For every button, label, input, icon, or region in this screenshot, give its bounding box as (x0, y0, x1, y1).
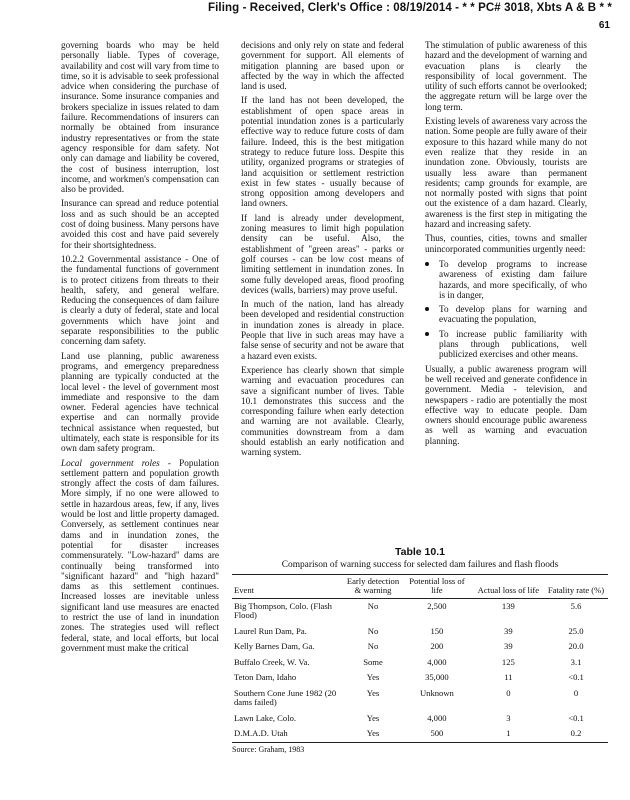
cell-fatality: 20.0 (568, 641, 584, 651)
list-item: • To develop programs to increase awareness of existing dam failure hazards, and more specifically, of who is in danger, (439, 258, 587, 300)
table-body (232, 598, 608, 742)
cell-warning: Some (363, 656, 383, 667)
header-potential: Potential loss of life (401, 574, 472, 598)
section-heading: Local government roles (61, 457, 160, 468)
table-row (232, 624, 608, 640)
cell-actual: 125 (501, 656, 515, 667)
text-column-2 (241, 40, 404, 462)
header-event: Event (232, 574, 345, 598)
cell-fatality: 5.6 (570, 600, 582, 611)
cell-event: Laurel Run Dam, Pa. (234, 625, 307, 636)
page-number: 61 (598, 20, 610, 31)
paragraph-text: - Population settlement pattern and population growth strongly affect the costs of dam failures. More simply, if no one were allowed to settle in hazardous areas, few, if any, lives would be lost and little property damaged. Conversely, as settlement continues near dams and in inundation zones, the potential for disaster increases commensurately. "Low-hazard" dams are continually being transformed into "significant hazard" and "high hazard" dams as this settlement continues. Increased losses are inevitable unless significant land use measures are enacted to restrict the use of land in inundation zones. The strategies used will reflect federal, state, and local efforts, but local government must make the critical (61, 457, 219, 653)
paragraph: Thus, counties, cities, towns and smaller unincorporated communities urgently need: (425, 233, 587, 254)
paragraph: 10.2.2 Governmental assistance - One of the fundamental functions of government is to protect citizens from threats to their health, safety, and general welfare. Reducing the consequences of dam failure is clearly a duty of federal, state and local governments which have joint and separate responsibilities to the public concerning dam safety. (61, 253, 219, 347)
table-caption: Comparison of warning success for selected dam failures and flash floods (281, 560, 559, 570)
table-source: Source: Graham, 1983 (232, 744, 305, 754)
cell-actual: 3 (506, 712, 511, 723)
table-row (232, 726, 608, 742)
cell-actual: 139 (501, 600, 515, 611)
cell-potential: 4,000 (427, 712, 447, 723)
cell-potential: Unknown (419, 687, 454, 698)
cell-warning: No (367, 625, 379, 636)
cell-warning: No (367, 641, 379, 651)
cell-warning: Yes (366, 712, 380, 723)
cell-event: Teton Dam, Idaho (234, 672, 297, 682)
paragraph: Existing levels of awareness vary across the nation. Some people are fully aware of their exposure to this hazard while many do not even realize that they reside in an inundation zone. Obviously, tourists are usually less aware than permanent residents; camp grounds for example, are not normally posted with signs that point out the existence of a dam hazard. Clearly, awareness is the first step in mitigating the hazard and increasing safety. (425, 116, 587, 230)
cell-potential: 500 (401, 726, 472, 742)
text-column-1 (61, 40, 219, 657)
cell-warning: Yes (366, 687, 380, 698)
cell-actual: 11 (504, 672, 513, 682)
list-item: • To develop plans for warning and evacuating the population, (439, 303, 587, 325)
cell-actual: 1 (473, 726, 544, 742)
cell-warning: Yes (345, 726, 401, 742)
filing-stamp: Filing - Received, Clerk's Office : 08/19/2014 - * * PC# 3018, Xbts A & B * * (208, 2, 612, 14)
cell-warning: Yes (366, 672, 380, 682)
header-fatality: Fatality rate (%) (544, 574, 608, 598)
header-warning: Early detection & warning (345, 574, 401, 598)
warning-success-table (232, 574, 608, 743)
table-row (232, 711, 608, 727)
cell-potential: 200 (430, 641, 444, 651)
paragraph: In much of the nation, land has already been developed and residential construction in inundation zones is already in place. People that live in such areas may have a false sense of security and not be aware that a hazard even exists. (241, 299, 404, 361)
paragraph: Experience has clearly shown that simple warning and evacuation procedures can save a significant number of lives. Table 10.1 demonstrates this success and the corresponding failure when early detection and warning are not available. Clearly, communities downstream from a dam should establish an early notification and warning system. (241, 364, 404, 458)
paragraph: decisions and only rely on state and federal government for support. All elements of mitigation planning are based upon or affected by the way in which the affected land is used. (241, 40, 404, 92)
cell-event: Buffalo Creek, W. Va. (234, 656, 310, 667)
paragraph (61, 458, 219, 654)
cell-warning: No (367, 600, 379, 611)
cell-potential: 35,000 (425, 672, 449, 682)
cell-fatality: <0.1 (568, 672, 584, 682)
bullet-list (425, 258, 587, 360)
table-title: Table 10.1 (395, 546, 445, 558)
table-row (232, 598, 608, 624)
table-10-1 (232, 546, 608, 754)
paragraph: Usually, a public awareness program will be well received and generate confidence in government. Media - television, and newspapers - radio are potentially the most effective way to educate people. Dam owners should encourage public awareness as well as warning and evacuation planning. (425, 363, 587, 446)
cell-fatality: 3.1 (570, 656, 582, 667)
list-item: • To increase public familiarity with plans through publications, well publicized exercises and other means. (439, 328, 587, 360)
header-actual: Actual loss of life (473, 574, 544, 598)
table-row (232, 639, 608, 655)
cell-event: Southern Cone June 1982 (20 dams failed) (234, 687, 337, 707)
cell-actual: 39 (504, 625, 513, 636)
cell-potential: 150 (430, 625, 444, 636)
cell-fatality: <0.1 (568, 712, 584, 723)
cell-fatality: 0 (573, 687, 579, 698)
cell-potential: 4,000 (427, 656, 447, 667)
cell-potential: 2,500 (427, 600, 447, 611)
table-row (232, 655, 608, 671)
paragraph: governing boards who may be held personally liable. Types of coverage, availability and cost will vary from time to time, so it is advisable to seek professional advice when considering the purchase of insurance. Some insurance companies and brokers specialize in issues related to dam failure. Recommendations of insurers can normally be obtained from insurance industry representatives or from the state agency responsible for dam safety. Not only can damage and liability be covered, the cost of business interruption, lost income, and workmen's compensation can also be provided. (61, 40, 219, 195)
table-row (232, 686, 608, 711)
cell-fatality: 25.0 (568, 625, 584, 636)
cell-fatality: 0.2 (544, 726, 608, 742)
table-row (232, 670, 608, 686)
cell-event: Lawn Lake, Colo. (234, 712, 297, 723)
paragraph: If land is already under development, zoning measures to limit high population density can be useful. Also, the establishment of "green areas" - parks or golf courses - can be low cost means of limiting settlement in inundation zones. In some fully developed areas, flood proofing devices (walls, barriers) may prove useful. (241, 212, 404, 295)
paragraph: Land use planning, public awareness programs, and emergency preparedness planning are typically conducted at the local level - the level of government most immediate and responsive to the dam owner. Federal agencies have technical expertise and can normally provide technical assistance when requested, but ultimately, each state is responsible for its own dam safety program. (61, 350, 219, 454)
text-column-3 (425, 40, 587, 450)
table-header-row (232, 574, 608, 598)
paragraph: Insurance can spread and reduce potential loss and as such should be an accepted cost of doing business. Many persons have avoided this cost and have paid severely for their shortsightedness. (61, 198, 219, 250)
cell-event: Kelly Barnes Dam, Ga. (234, 641, 315, 651)
cell-event: D.M.A.D. Utah (232, 726, 345, 742)
paragraph: If the land has not been developed, the establishment of open space areas in potential inundation zones is a particularly effective way to reduce future costs of dam failure. Indeed, this is the best mitigation strategy to reduce future loss. Despite this utility, organized programs or strategies of land acquisition or settlement restriction exist in few states - usually because of strong opposition among developers and land owners. (241, 95, 404, 209)
cell-actual: 39 (504, 641, 513, 651)
cell-event: Big Thompson, Colo. (Flash Flood) (234, 600, 332, 620)
cell-actual: 0 (506, 687, 511, 698)
paragraph: The stimulation of public awareness of this hazard and the development of warning and evacuation plans is clearly the responsibility of local government. The utility of such efforts cannot be overlooked; the aggregate return will be large over the long term. (425, 40, 587, 112)
